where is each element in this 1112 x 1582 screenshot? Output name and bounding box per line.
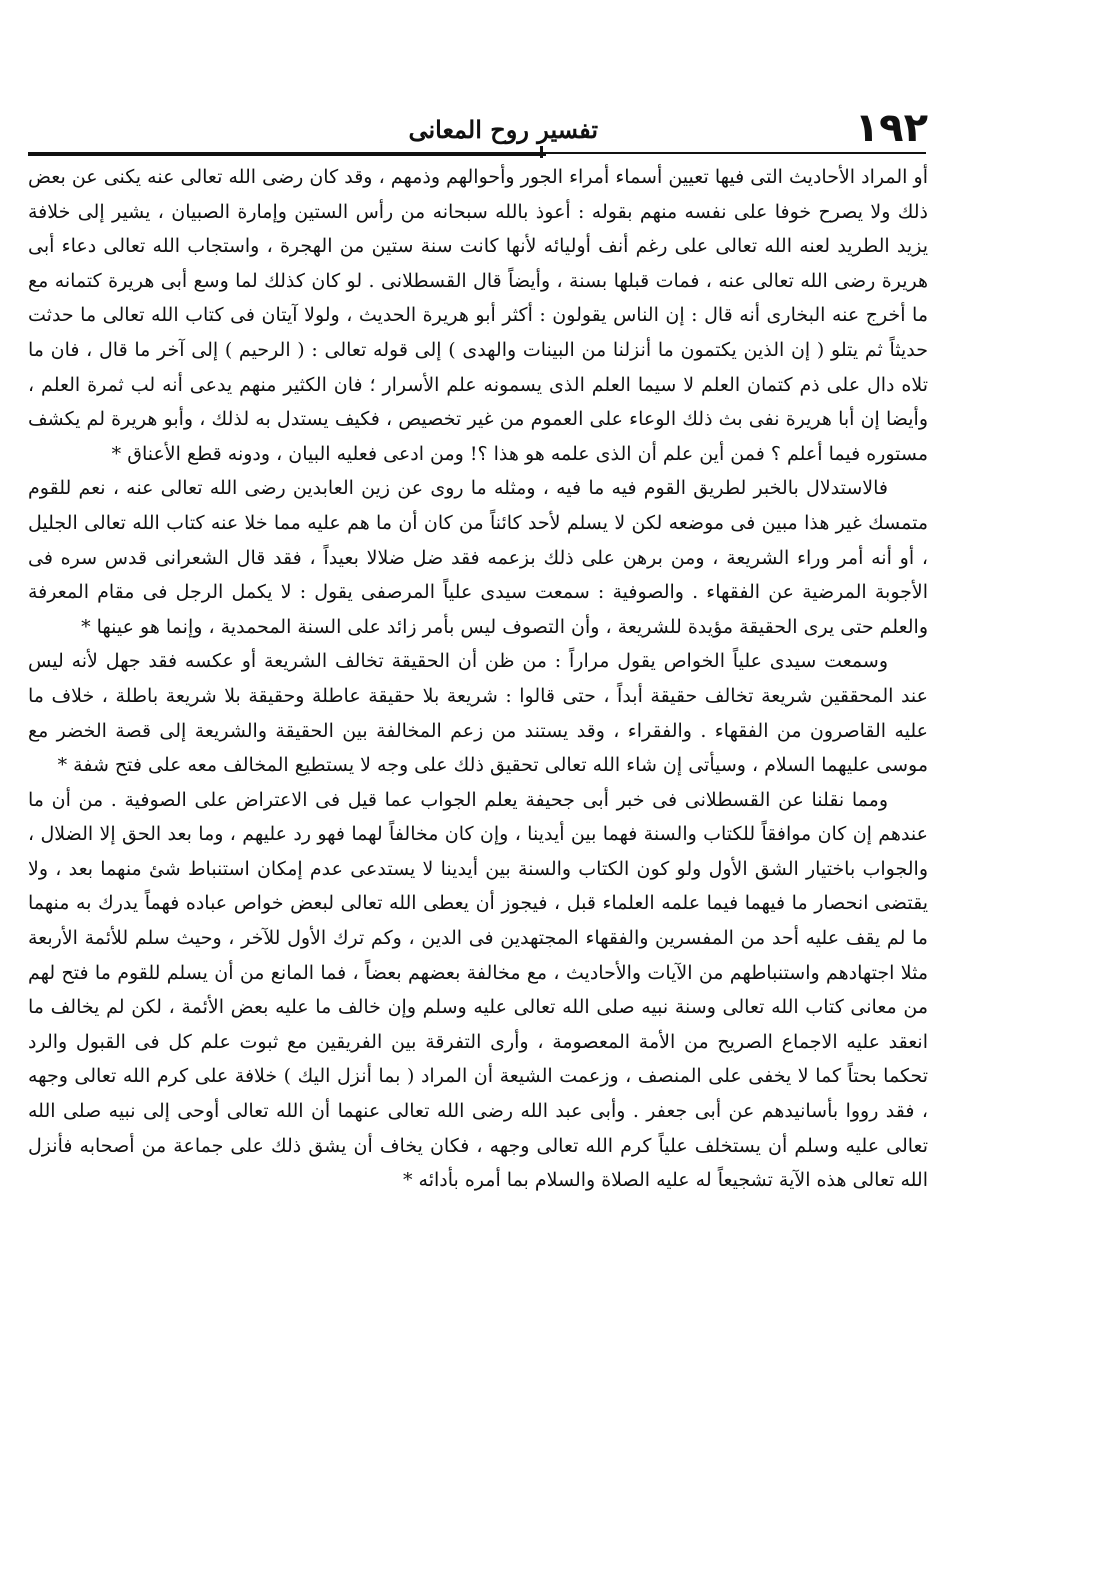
header-rule-thick (28, 152, 546, 156)
page-number: ١٩٢ (854, 105, 928, 151)
header-rule-tick (540, 146, 543, 158)
paragraph: فالاستدلال بالخبر لطريق القوم فيه ما فيه ، ومثله ما روى عن زين العابدين رضى الله تعالى عنه ، نعم للقوم متمسك غير هذا مبين فى موضعه لكن لا يسلم لأحد كائناً من كان أن ما هم عليه مما خلا عنه كتاب الله تعالى الجليل ، أو أنه أمر وراء الشريعة ، ومن برهن على ذلك بزعمه فقد ضل ضلالا بعيداً ، فقد قال الشعرانى قدس سره فى الأجوبة المرضية عن الفقهاء . والصوفية : سمعت سيدى علياً المرصفى يقول : لا يكمل الرجل فى مقام المعرفة والعلم حتى يرى الحقيقة مؤيدة للشريعة ، وأن التصوف ليس بأمر زائد على السنة المحمدية ، وإنما هو عينها * (28, 477, 928, 638)
paragraph: وسمعت سيدى علياً الخواص يقول مراراً : من ظن أن الحقيقة تخالف الشريعة أو عكسه فقد جهل لأنه ليس عند المحققين شريعة تخالف حقيقة أبداً ، حتى قالوا : شريعة بلا حقيقة عاطلة وحقيقة بلا شريعة باطلة ، خلاف ما عليه القاصرون من الفقهاء . والفقراء ، وقد يستند من زعم المخالفة بين الحقيقة والشريعة إلى قصة الخضر مع موسى عليهما السلام ، وسيأتى إن شاء الله تعالى تحقيق ذلك على وجه لا يستطيع المخالف معه على فتح شفة * (28, 650, 928, 777)
text-body (28, 160, 928, 1198)
paragraph: أو المراد الأحاديث التى فيها تعيين أسماء أمراء الجور وأحوالهم وذمهم ، وقد كان رضى الله تعالى عنه يكنى عن بعض ذلك ولا يصرح خوفا على نفسه منهم بقوله : أعوذ بالله سبحانه من رأس الستين وإمارة الصبيان ، يشير إلى خلافة يزيد الطريد لعنه الله تعالى على رغم أنف أوليائه لأنها كانت سنة ستين من الهجرة ، واستجاب الله تعالى دعاء أبى هريرة رضى الله تعالى عنه ، فمات قبلها بسنة ، وأيضاً قال القسطلانى . لو كان كذلك لما وسع أبى هريرة كتمانه مع ما أخرج عنه البخارى أنه قال : إن الناس يقولون : أكثر أبو هريرة الحديث ، ولولا آيتان فى كتاب الله تعالى ما حدثت حديثاً ثم يتلو ( إن الذين يكتمون ما أنزلنا من البينات والهدى ) إلى قوله تعالى : ( الرحيم ) إلى آخر ما قال ، فان ما تلاه دال على ذم كتمان العلم لا سيما العلم الذى يسمونه علم الأسرار ؛ فان الكثير منهم يدعى أنه لب ثمرة العلم ، وأيضا إن أبا هريرة نفى بث ذلك الوعاء على العموم من غير تخصيص ، فكيف يستدل به لذلك ، وأبو هريرة لم يكشف مستوره فيما أعلم ؟ فمن أين علم أن الذى علمه هو هذا ؟! ومن ادعى فعليه البيان ، ودونه قطع الأعناق * (28, 166, 928, 465)
page-header (28, 100, 928, 160)
running-title: تفسير روح المعانى (408, 115, 598, 144)
header-rule-thin (546, 152, 926, 154)
paragraph: ومما نقلنا عن القسطلانى فى خبر أبى جحيفة يعلم الجواب عما قيل فى الاعتراض على الصوفية . من أن ما عندهم إن كان موافقاً للكتاب والسنة فهما بين أيدينا ، وإن كان مخالفاً لهما فهو رد عليهم ، وما بعد الحق إلا الضلال ، والجواب باختيار الشق الأول ولو كون الكتاب والسنة بين أيدينا لا يستدعى عدم إمكان استنباط شئ منهما بعد ، ولا يقتضى انحصار ما فيهما فيما علمه العلماء قبل ، فيجوز أن يعطى الله تعالى لبعض خواص عباده فهماً يدرك به منهما ما لم يقف عليه أحد من المفسرين والفقهاء المجتهدين فى الدين ، وكم ترك الأول للآخر ، وحيث سلم للأئمة الأربعة مثلا اجتهادهم واستنباطهم من الآيات والأحاديث ، مع مخالفة بعضهم بعضاً ، فما المانع من أن يسلم للقوم ما فتح لهم من معانى كتاب الله تعالى وسنة نبيه صلى الله تعالى عليه وسلم وإن خالف ما عليه بعض الأئمة ، لكن لم يخالف ما انعقد عليه الاجماع الصريح من الأمة المعصومة ، وأرى التفرقة بين الفريقين مع ثبوت علم كل فى القبول والرد تحكما بحتاً كما لا يخفى على المنصف ، وزعمت الشيعة أن المراد ( بما أنزل اليك ) خلافة على كرم الله تعالى وجهه ، فقد رووا بأسانيدهم عن أبى جعفر . وأبى عبد الله رضى الله تعالى عنهما أن الله تعالى أوحى إلى نبيه صلى الله تعالى عليه وسلم أن يستخلف علياً كرم الله تعالى وجهه ، فكان يخاف أن يشق ذلك على جماعة من أصحابه فأنزل الله تعالى هذه الآية تشجيعاً له عليه الصلاة والسلام بما أمره بأدائه * (28, 788, 928, 1192)
